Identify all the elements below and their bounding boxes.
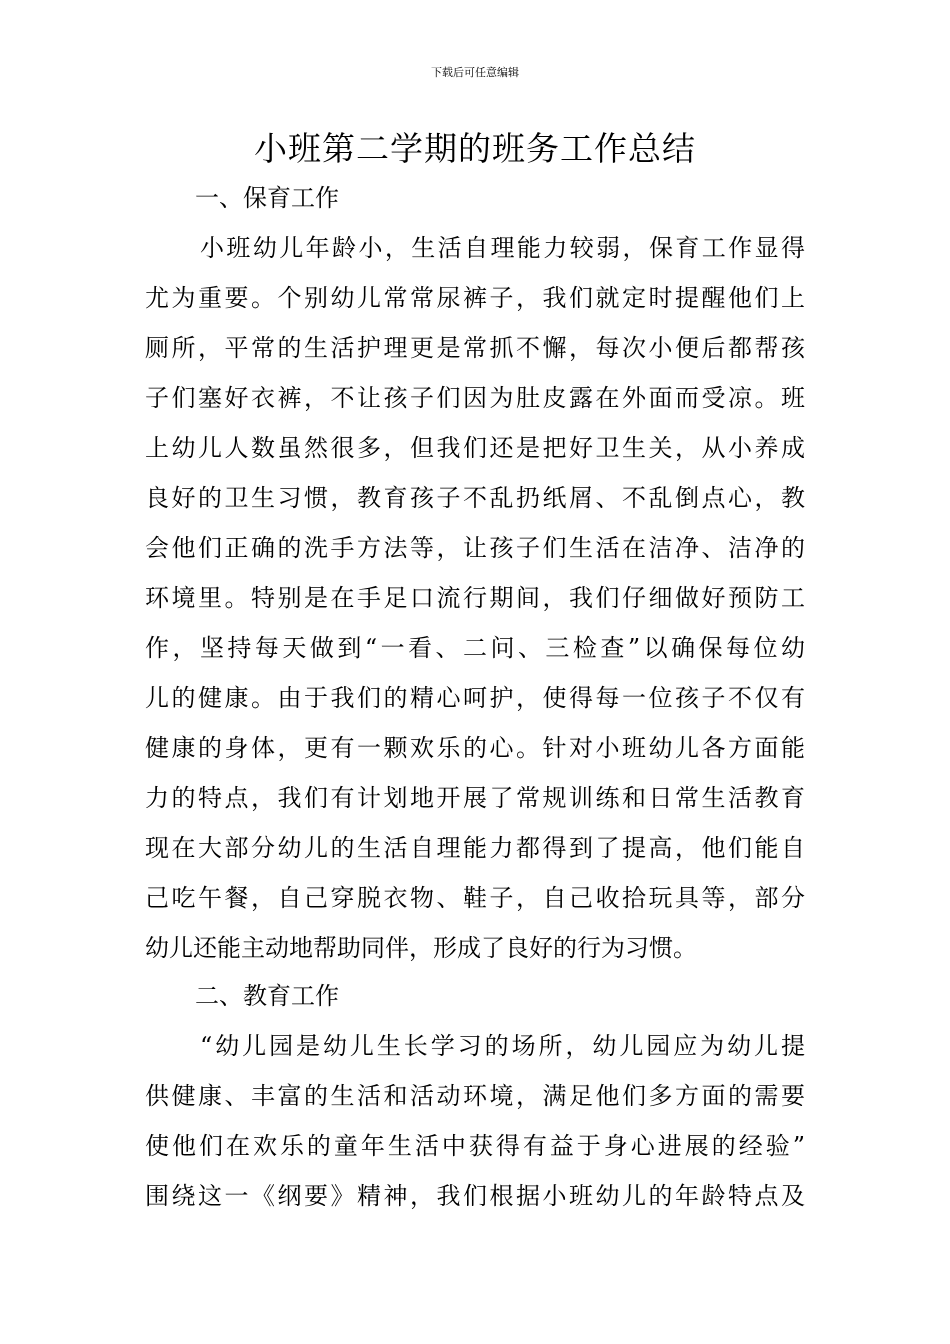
paragraph-line: 作，坚持每天做到“一看、二问、三检查”以确保每位幼 (145, 634, 805, 662)
paragraph-line: 环境里。特别是在手足口流行期间，我们仔细做好预防工 (145, 584, 805, 612)
paragraph-line: 健康的身体，更有一颗欢乐的心。针对小班幼儿各方面能 (145, 734, 805, 762)
paragraph-line: 尤为重要。个别幼儿常常尿裤子，我们就定时提醒他们上 (145, 284, 805, 312)
paragraph-line: 己吃午餐，自己穿脱衣物、鞋子，自己收拾玩具等，部分 (145, 884, 805, 912)
paragraph-line: 厕所，平常的生活护理更是常抓不懈，每次小便后都帮孩 (145, 334, 805, 362)
section-heading-care: 一、保育工作 (195, 184, 339, 212)
paragraph-line: 儿的健康。由于我们的精心呵护，使得每一位孩子不仅有 (145, 684, 805, 712)
header-note: 下载后可任意编辑 (431, 66, 519, 79)
paragraph-line: 现在大部分幼儿的生活自理能力都得到了提高，他们能自 (145, 834, 805, 862)
paragraph-line: 小班幼儿年龄小，生活自理能力较弱，保育工作显得 (200, 234, 805, 262)
paragraph-line: 会他们正确的洗手方法等，让孩子们生活在洁净、洁净的 (145, 534, 805, 562)
paragraph-line: “幼儿园是幼儿生长学习的场所，幼儿园应为幼儿提 (200, 1032, 805, 1060)
paragraph-line: 供健康、丰富的生活和活动环境，满足他们多方面的需要 (145, 1082, 805, 1110)
section-heading-education: 二、教育工作 (195, 982, 339, 1010)
paragraph-line: 子们塞好衣裤，不让孩子们因为肚皮露在外面而受凉。班 (145, 384, 805, 412)
paragraph-line: 使他们在欢乐的童年生活中获得有益于身心进展的经验” (145, 1132, 805, 1160)
paragraph-line: 幼儿还能主动地帮助同伴，形成了良好的行为习惯。 (145, 934, 697, 962)
paragraph-line: 围绕这一《纲要》精神，我们根据小班幼儿的年龄特点及 (145, 1182, 805, 1210)
paragraph-line: 力的特点，我们有计划地开展了常规训练和日常生活教育 (145, 784, 805, 812)
paragraph-line: 上幼儿人数虽然很多，但我们还是把好卫生关，从小养成 (145, 434, 805, 462)
paragraph-line: 良好的卫生习惯，教育孩子不乱扔纸屑、不乱倒点心，教 (145, 484, 805, 512)
document-title: 小班第二学期的班务工作总结 (254, 129, 696, 168)
